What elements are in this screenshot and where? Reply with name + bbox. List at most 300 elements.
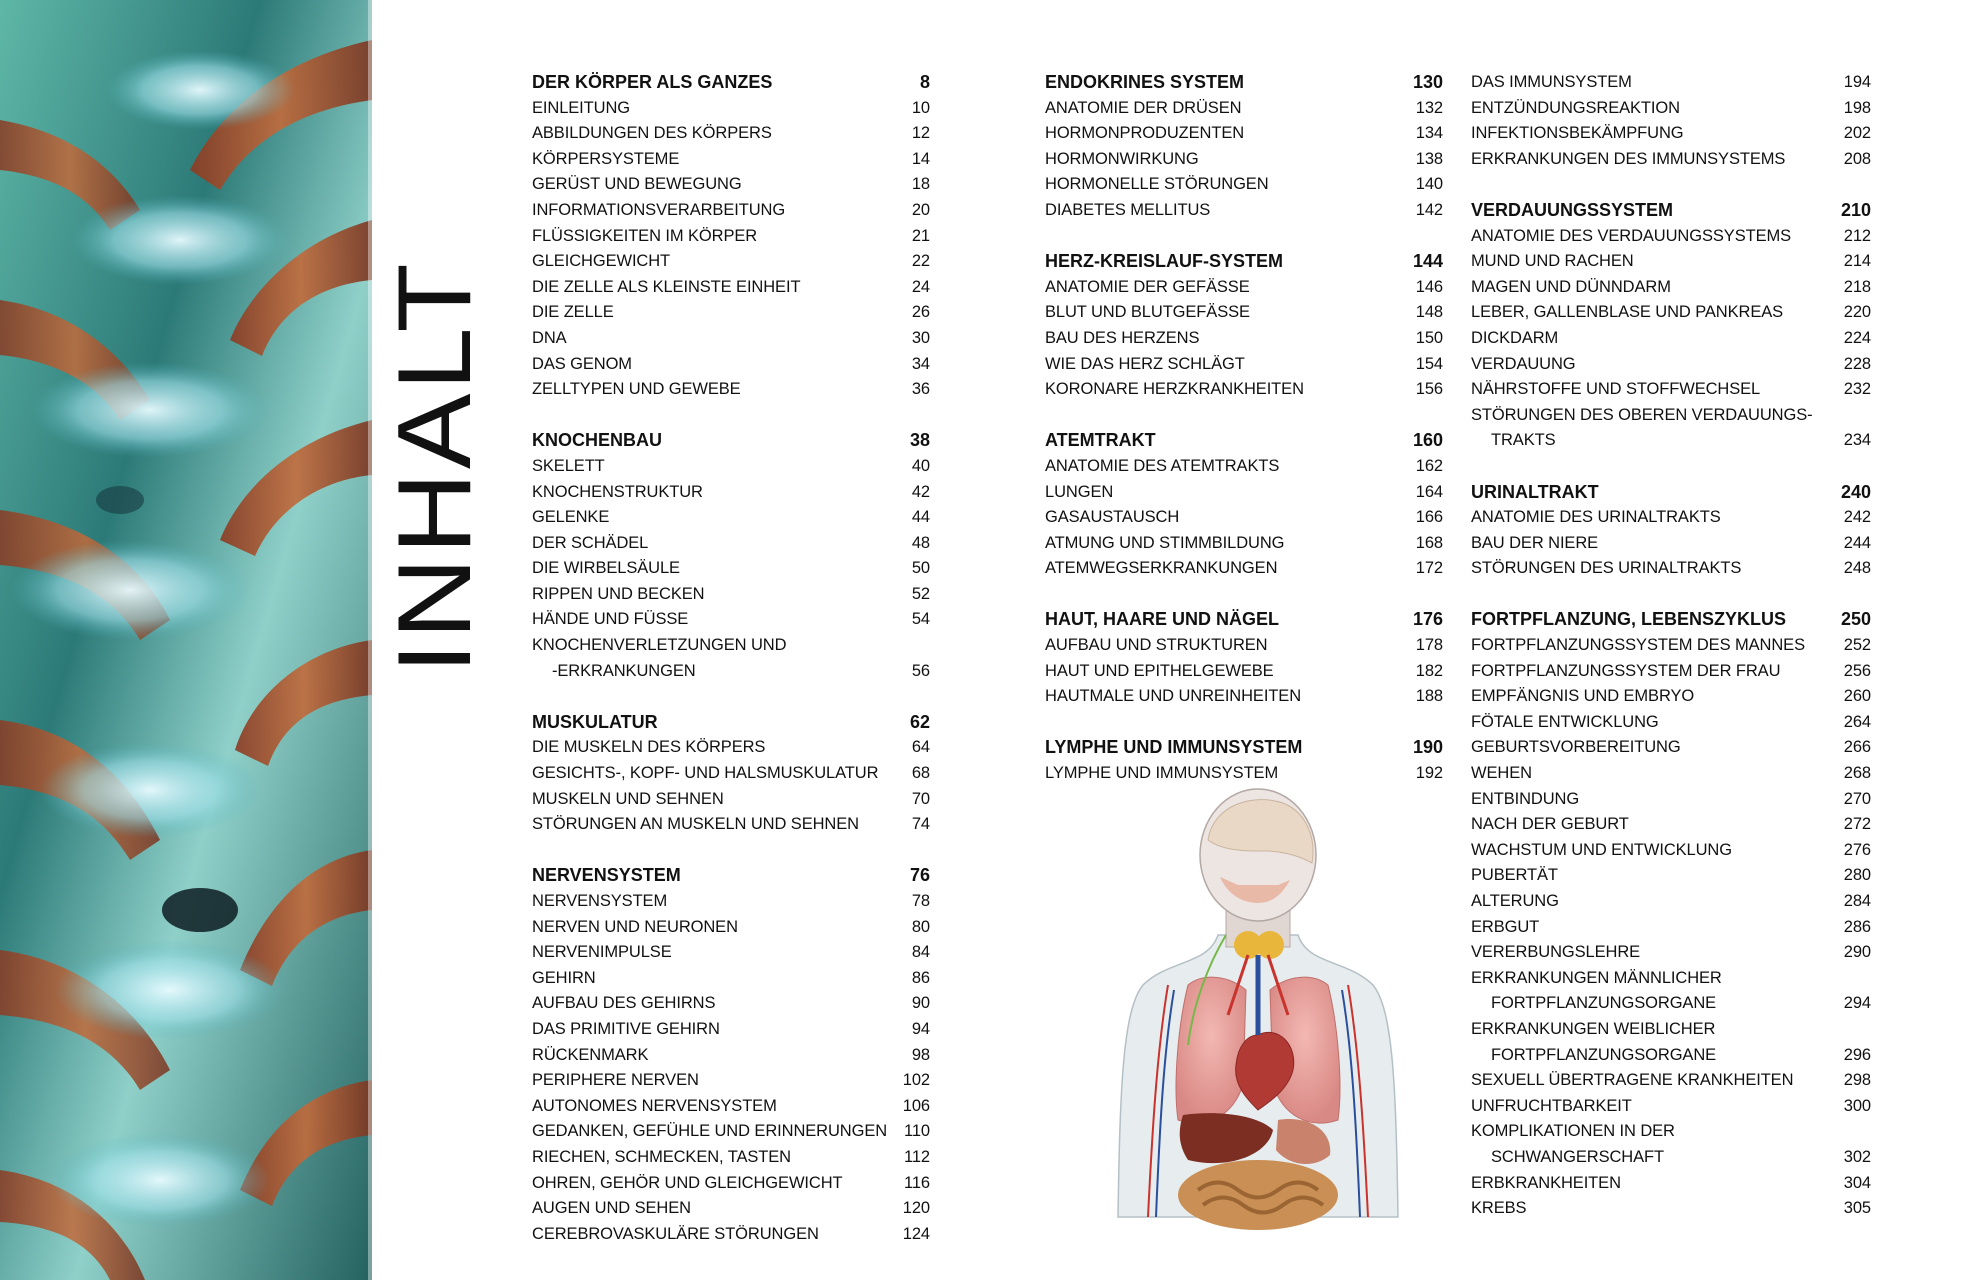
- toc-heading-label: DER KÖRPER ALS GANZES: [532, 72, 773, 92]
- toc-entry-label: GERÜST UND BEWEGUNG: [532, 175, 742, 194]
- toc-entry[interactable]: [1471, 684, 1871, 710]
- toc-heading-page: 38: [909, 430, 930, 451]
- toc-entry-page: 132: [1415, 98, 1443, 117]
- toc-entry-label: NACH DER GEBURT: [1471, 815, 1629, 834]
- toc-heading-page: 240: [1840, 481, 1871, 502]
- toc-entry-page: 26: [911, 303, 930, 322]
- toc-heading-page: 130: [1412, 72, 1443, 92]
- toc-entry-label: FORTPFLANZUNGSSYSTEM DER FRAU: [1471, 661, 1781, 680]
- toc-section: [1045, 735, 1443, 786]
- toc-entry[interactable]: [1045, 121, 1443, 147]
- toc-entry[interactable]: [532, 326, 930, 352]
- toc-entry[interactable]: [532, 480, 930, 506]
- xray-spine-artwork: [0, 0, 372, 1280]
- toc-entry[interactable]: [1045, 659, 1443, 685]
- toc-entry-label: LYMPHE UND IMMUNSYSTEM: [1045, 764, 1279, 783]
- toc-entry-label: CEREBROVASKULÄRE STÖRUNGEN: [532, 1224, 819, 1243]
- toc-entry[interactable]: [1471, 889, 1871, 915]
- toc-heading-label: VERDAUUNGSSYSTEM: [1471, 199, 1674, 220]
- toc-entry-page: 284: [1843, 892, 1871, 910]
- toc-entry-label: HORMONWIRKUNG: [1045, 149, 1199, 168]
- toc-entry-page: 290: [1843, 943, 1871, 962]
- toc-heading-label: NERVENSYSTEM: [532, 865, 681, 886]
- toc-heading-label: ATEMTRAKT: [1045, 430, 1156, 451]
- toc-entry-page: 260: [1843, 687, 1871, 706]
- toc-entry[interactable]: [532, 761, 930, 787]
- toc-entry[interactable]: [532, 198, 930, 224]
- toc-entry[interactable]: [532, 1068, 930, 1094]
- toc-entry-label: STÖRUNGEN AN MUSKELN UND SEHNEN: [532, 815, 859, 834]
- toc-entry-page: 52: [911, 584, 930, 603]
- toc-section: [1471, 198, 1871, 454]
- toc-entry-label: SCHWANGERSCHAFT: [1491, 1147, 1664, 1166]
- toc-entry[interactable]: [532, 940, 930, 966]
- toc-entry[interactable]: [1471, 838, 1871, 864]
- toc-entry-page: 300: [1843, 1096, 1871, 1115]
- toc-entry-label: DIE ZELLE: [532, 303, 614, 322]
- toc-entry-page: 86: [911, 968, 930, 987]
- toc-entry-page: 30: [911, 328, 930, 347]
- toc-entry-page: 134: [1415, 124, 1443, 143]
- toc-entry-label: LUNGEN: [1045, 482, 1114, 501]
- toc-heading-page: 190: [1412, 737, 1443, 758]
- anatomy-figure: [1108, 785, 1408, 1217]
- toc-entry[interactable]: [1045, 275, 1443, 301]
- toc-section: [1471, 70, 1871, 172]
- toc-entry-label: ANATOMIE DES URINALTRAKTS: [1471, 508, 1721, 527]
- toc-entry[interactable]: [532, 172, 930, 198]
- toc-section: [532, 428, 930, 684]
- toc-entry-label: INFORMATIONSVERARBEITUNG: [532, 200, 786, 219]
- toc-section-heading[interactable]: [1045, 735, 1443, 761]
- toc-entry[interactable]: [1471, 915, 1871, 941]
- toc-column-1: [532, 70, 930, 1273]
- toc-entry-label: NÄHRSTOFFE UND STOFFWECHSEL: [1471, 380, 1761, 399]
- toc-section: [1471, 607, 1871, 1221]
- toc-entry-page: 14: [911, 149, 930, 168]
- toc-entry[interactable]: [1471, 249, 1871, 275]
- toc-entry-label: NERVENIMPULSE: [532, 943, 672, 962]
- toc-entry[interactable]: [532, 556, 930, 582]
- toc-entry[interactable]: [1471, 863, 1871, 889]
- toc-entry-page: 116: [903, 1173, 930, 1192]
- toc-entry[interactable]: [532, 1171, 930, 1197]
- toc-entry-page: 212: [1843, 226, 1871, 245]
- toc-entry-label: ERBGUT: [1471, 917, 1540, 936]
- toc-entry[interactable]: [1471, 710, 1871, 736]
- toc-entry-label: DIE WIRBELSÄULE: [532, 559, 680, 578]
- toc-entry-page: 34: [911, 354, 930, 373]
- toc-entry-label: RÜCKENMARK: [532, 1045, 649, 1064]
- toc-entry-label: ERKRANKUNGEN WEIBLICHER: [1471, 1019, 1716, 1038]
- toc-entry[interactable]: [532, 300, 930, 326]
- toc-entry-label: VERERBUNGSLEHRE: [1471, 943, 1641, 962]
- toc-entry-page: 20: [911, 200, 930, 219]
- toc-entry-label: OHREN, GEHÖR UND GLEICHGEWICHT: [532, 1173, 843, 1192]
- toc-entry-page: 156: [1415, 380, 1443, 399]
- toc-entry-label: AUFBAU UND STRUKTUREN: [1045, 636, 1268, 655]
- toc-entry-label: BAU DES HERZENS: [1045, 328, 1200, 347]
- toc-entry-label: SEXUELL ÜBERTRAGENE KRANKHEITEN: [1471, 1071, 1794, 1090]
- toc-entry-label: WACHSTUM UND ENTWICKLUNG: [1471, 840, 1732, 859]
- toc-entry-page: 248: [1843, 559, 1871, 578]
- toc-entry[interactable]: [532, 1119, 930, 1145]
- toc-entry-page: 276: [1843, 840, 1871, 859]
- toc-entry-page: 220: [1843, 303, 1871, 322]
- toc-entry[interactable]: [1471, 940, 1871, 966]
- toc-entry-label: MUSKELN UND SEHNEN: [532, 789, 724, 808]
- toc-entry-page: 218: [1843, 277, 1871, 296]
- toc-entry[interactable]: [1471, 505, 1871, 531]
- toc-heading-page: 62: [909, 711, 930, 732]
- toc-entry[interactable]: [1471, 70, 1871, 96]
- toc-entry[interactable]: [532, 735, 930, 761]
- toc-entry-label: STÖRUNGEN DES URINALTRAKTS: [1471, 559, 1742, 578]
- toc-entry-page: 304: [1843, 1173, 1871, 1192]
- toc-entry[interactable]: [1471, 1017, 1871, 1043]
- toc-entry-page: 194: [1843, 73, 1871, 91]
- toc-entry-page: 296: [1843, 1045, 1871, 1064]
- toc-entry-label: KÖRPERSYSTEME: [532, 149, 680, 168]
- toc-entry-page: 74: [911, 815, 930, 834]
- toc-section-heading[interactable]: [532, 710, 930, 736]
- toc-entry-label: GLEICHGEWICHT: [532, 252, 671, 271]
- toc-entry-page: 10: [911, 98, 930, 117]
- toc-entry-label: INFEKTIONSBEKÄMPFUNG: [1471, 124, 1684, 143]
- toc-entry[interactable]: [1045, 352, 1443, 378]
- page-title-wrap: [377, 258, 493, 678]
- toc-entry-label: RIPPEN UND BECKEN: [532, 584, 705, 603]
- toc-section-heading[interactable]: [1471, 607, 1871, 633]
- toc-entry-page: 64: [911, 738, 930, 757]
- toc-entry-label: UNFRUCHTBARKEIT: [1471, 1096, 1632, 1115]
- toc-entry[interactable]: [532, 1094, 930, 1120]
- toc-entry[interactable]: [1471, 1145, 1871, 1171]
- toc-entry[interactable]: [1471, 659, 1871, 685]
- toc-entry-label: NERVENSYSTEM: [532, 892, 668, 910]
- toc-entry[interactable]: [1471, 96, 1871, 122]
- toc-entry[interactable]: [1045, 147, 1443, 173]
- toc-section-heading[interactable]: [1045, 428, 1443, 454]
- toc-entry[interactable]: [532, 582, 930, 608]
- toc-entry[interactable]: [532, 249, 930, 275]
- toc-entry-page: 110: [903, 1122, 930, 1141]
- toc-entry[interactable]: [532, 659, 930, 685]
- toc-entry[interactable]: [1045, 96, 1443, 122]
- toc-entry[interactable]: [1045, 761, 1443, 787]
- toc-entry-page: 298: [1843, 1071, 1871, 1090]
- toc-entry-label: HÄNDE UND FÜSSE: [532, 610, 689, 629]
- xray-spine-image: [0, 0, 372, 1280]
- toc-entry[interactable]: [1471, 556, 1871, 582]
- toc-entry-page: 172: [1415, 559, 1443, 578]
- toc-entry-page: 84: [911, 943, 930, 962]
- toc-entry-page: 142: [1415, 200, 1443, 219]
- toc-entry-page: 50: [911, 559, 930, 578]
- toc-entry-label: GEHIRN: [532, 968, 596, 987]
- toc-entry-label: LEBER, GALLENBLASE UND PANKREAS: [1471, 303, 1784, 322]
- toc-entry-page: 272: [1843, 815, 1871, 834]
- toc-entry[interactable]: [1471, 787, 1871, 813]
- toc-entry-page: 56: [911, 661, 930, 680]
- toc-heading-page: 176: [1412, 609, 1443, 630]
- toc-entry[interactable]: [532, 505, 930, 531]
- toc-entry-label: PERIPHERE NERVEN: [532, 1071, 699, 1090]
- toc-entry[interactable]: [532, 1145, 930, 1171]
- toc-entry-label: DER SCHÄDEL: [532, 533, 649, 552]
- toc-entry[interactable]: [1045, 326, 1443, 352]
- toc-entry[interactable]: [532, 352, 930, 378]
- toc-entry[interactable]: [1471, 1196, 1871, 1222]
- toc-section-heading[interactable]: [1471, 480, 1871, 506]
- toc-entry-label: ERKRANKUNGEN MÄNNLICHER: [1471, 968, 1722, 987]
- toc-entry[interactable]: [1045, 684, 1443, 710]
- toc-entry-page: 106: [902, 1096, 930, 1115]
- toc-entry-label: ANATOMIE DES ATEMTRAKTS: [1045, 456, 1280, 475]
- toc-entry-label: WIE DAS HERZ SCHLÄGT: [1045, 354, 1245, 373]
- toc-entry[interactable]: [532, 531, 930, 557]
- toc-entry-page: 24: [911, 277, 930, 296]
- toc-entry[interactable]: [532, 991, 930, 1017]
- toc-entry[interactable]: [1471, 147, 1871, 173]
- toc-entry[interactable]: [1471, 1119, 1871, 1145]
- toc-entry-page: 148: [1415, 303, 1443, 322]
- toc-heading-label: MUSKULATUR: [532, 711, 658, 732]
- toc-entry-page: 120: [902, 1199, 930, 1218]
- toc-entry-label: PUBERTÄT: [1471, 866, 1558, 885]
- toc-entry[interactable]: [1471, 224, 1871, 250]
- toc-entry-page: 168: [1415, 533, 1443, 552]
- toc-entry[interactable]: [1471, 326, 1871, 352]
- toc-heading-label: HAUT, HAARE UND NÄGEL: [1045, 609, 1279, 630]
- toc-entry-label: ENTZÜNDUNGSREAKTION: [1471, 98, 1680, 117]
- toc-entry[interactable]: [1471, 531, 1871, 557]
- toc-entry-page: 124: [902, 1224, 930, 1243]
- toc-section: [1045, 607, 1443, 709]
- toc-entry[interactable]: [1471, 761, 1871, 787]
- toc-entry-page: 21: [911, 226, 930, 245]
- toc-entry-page: 202: [1843, 124, 1871, 143]
- toc-entry-page: 36: [911, 380, 930, 399]
- toc-entry[interactable]: [1471, 121, 1871, 147]
- toc-entry[interactable]: [1471, 633, 1871, 659]
- toc-entry[interactable]: [1471, 300, 1871, 326]
- toc-heading-page: 250: [1840, 609, 1871, 630]
- toc-entry[interactable]: [1471, 1094, 1871, 1120]
- toc-heading-label: KNOCHENBAU: [532, 430, 662, 451]
- page-title: INHALT: [377, 293, 493, 674]
- toc-entry-label: DAS PRIMITIVE GEHIRN: [532, 1019, 720, 1038]
- toc-entry-label: ABBILDUNGEN DES KÖRPERS: [532, 124, 772, 143]
- toc-entry[interactable]: [532, 1196, 930, 1222]
- toc-entry-label: MUND UND RACHEN: [1471, 252, 1634, 271]
- toc-entry-label: ATEMWEGSERKRANKUNGEN: [1045, 559, 1278, 578]
- toc-entry[interactable]: [532, 1043, 930, 1069]
- toc-entry-page: 305: [1843, 1199, 1871, 1218]
- toc-entry-label: ANATOMIE DER DRÜSEN: [1045, 98, 1242, 117]
- toc-entry-page: 42: [911, 482, 930, 501]
- toc-section: [1471, 480, 1871, 582]
- toc-entry-label: DAS GENOM: [532, 354, 632, 373]
- toc-section: [1045, 249, 1443, 403]
- toc-section: [1045, 428, 1443, 582]
- toc-entry-label: ANATOMIE DER GEFÄSSE: [1045, 277, 1250, 296]
- toc-entry-label: -ERKRANKUNGEN: [552, 661, 696, 680]
- toc-entry-label: KREBS: [1471, 1199, 1527, 1218]
- toc-entry-label: ATMUNG UND STIMMBILDUNG: [1045, 533, 1285, 552]
- toc-entry-label: FLÜSSIGKEITEN IM KÖRPER: [532, 226, 758, 245]
- toc-entry-page: 286: [1843, 917, 1871, 936]
- toc-entry-page: 112: [903, 1147, 930, 1166]
- toc-entry[interactable]: [532, 915, 930, 941]
- toc-heading-page: 76: [909, 865, 930, 886]
- toc-entry-label: KNOCHENSTRUKTUR: [532, 482, 703, 501]
- toc-entry-label: AUFBAU DES GEHIRNS: [532, 994, 716, 1013]
- toc-entry-label: KOMPLIKATIONEN IN DER: [1471, 1122, 1675, 1141]
- toc-entry-label: TRAKTS: [1491, 431, 1556, 450]
- toc-entry[interactable]: [1045, 633, 1443, 659]
- toc-entry-label: GEDANKEN, GEFÜHLE UND ERINNERUNGEN: [532, 1122, 888, 1141]
- toc-heading-page: 8: [919, 72, 930, 92]
- toc-entry-label: BAU DER NIERE: [1471, 533, 1599, 552]
- toc-entry[interactable]: [1471, 403, 1871, 429]
- toc-entry[interactable]: [532, 147, 930, 173]
- toc-entry-page: 18: [911, 175, 930, 194]
- toc-entry[interactable]: [532, 607, 930, 633]
- toc-entry[interactable]: [1045, 531, 1443, 557]
- toc-entry[interactable]: [532, 454, 930, 480]
- toc-entry-page: 234: [1843, 431, 1871, 450]
- toc-entry-label: EINLEITUNG: [532, 98, 631, 117]
- toc-entry-page: 80: [911, 917, 930, 936]
- toc-section-heading[interactable]: [1045, 249, 1443, 275]
- toc-entry[interactable]: [532, 377, 930, 403]
- toc-entry-page: 256: [1843, 661, 1871, 680]
- toc-entry[interactable]: [1045, 377, 1443, 403]
- toc-entry[interactable]: [532, 633, 930, 659]
- toc-entry-page: 162: [1415, 456, 1443, 475]
- toc-entry-label: DICKDARM: [1471, 328, 1559, 347]
- toc-entry[interactable]: [1045, 454, 1443, 480]
- toc-entry[interactable]: [532, 812, 930, 838]
- toc-entry-page: 302: [1843, 1147, 1871, 1166]
- toc-entry-label: GEBURTSVORBEREITUNG: [1471, 738, 1681, 757]
- toc-entry-page: 228: [1843, 354, 1871, 373]
- toc-entry-page: 54: [911, 610, 930, 629]
- toc-entry[interactable]: [532, 966, 930, 992]
- toc-entry[interactable]: [532, 275, 930, 301]
- toc-entry-page: 102: [902, 1071, 930, 1090]
- toc-entry[interactable]: [1045, 198, 1443, 224]
- toc-section-heading[interactable]: [1045, 70, 1443, 96]
- toc-entry[interactable]: [1045, 300, 1443, 326]
- toc-entry-label: ALTERUNG: [1471, 892, 1559, 910]
- toc-entry-label: DIE ZELLE ALS KLEINSTE EINHEIT: [532, 277, 801, 296]
- toc-entry[interactable]: [1471, 1068, 1871, 1094]
- toc-entry-page: 150: [1415, 328, 1443, 347]
- toc-entry[interactable]: [1471, 428, 1871, 454]
- toc-entry-page: 48: [911, 533, 930, 552]
- toc-entry-page: 224: [1843, 328, 1871, 347]
- toc-entry[interactable]: [532, 889, 930, 915]
- toc-entry[interactable]: [532, 121, 930, 147]
- toc-entry-page: 78: [911, 892, 930, 910]
- toc-section: [1045, 70, 1443, 224]
- toc-entry-label: EMPFÄNGNIS UND EMBRYO: [1471, 687, 1695, 706]
- toc-entry-page: 138: [1415, 149, 1443, 168]
- toc-entry-label: HORMONELLE STÖRUNGEN: [1045, 175, 1269, 194]
- toc-entry-label: GELENKE: [532, 508, 610, 527]
- toc-entry-label: STÖRUNGEN DES OBEREN VERDAUUNGS-: [1471, 405, 1813, 424]
- toc-entry[interactable]: [532, 787, 930, 813]
- toc-entry-label: DNA: [532, 328, 567, 347]
- toc-entry[interactable]: [532, 96, 930, 122]
- toc-entry-label: SKELETT: [532, 456, 605, 475]
- toc-entry-page: 44: [911, 508, 930, 527]
- toc-entry-page: 264: [1843, 712, 1871, 731]
- toc-entry-label: GESICHTS-, KOPF- UND HALSMUSKULATUR: [532, 764, 879, 783]
- toc-entry[interactable]: [1471, 352, 1871, 378]
- toc-entry-page: 154: [1415, 354, 1443, 373]
- toc-entry[interactable]: [1471, 991, 1871, 1017]
- toc-entry-page: 146: [1415, 277, 1443, 296]
- toc-column-2: [1045, 70, 1443, 812]
- toc-heading-page: 144: [1412, 251, 1443, 272]
- toc-entry-page: 244: [1843, 533, 1871, 552]
- toc-entry-label: DAS IMMUNSYSTEM: [1471, 73, 1632, 91]
- toc-entry[interactable]: [532, 1222, 930, 1248]
- toc-entry-page: 182: [1415, 661, 1443, 680]
- toc-entry[interactable]: [1045, 480, 1443, 506]
- toc-entry[interactable]: [1045, 556, 1443, 582]
- toc-section-heading[interactable]: [1471, 198, 1871, 224]
- toc-entry[interactable]: [1471, 966, 1871, 992]
- toc-entry-page: 242: [1843, 508, 1871, 527]
- toc-section-heading[interactable]: [532, 863, 930, 889]
- toc-section-heading[interactable]: [532, 70, 930, 96]
- toc-section-heading[interactable]: [532, 428, 930, 454]
- toc-heading-label: URINALTRAKT: [1471, 481, 1599, 502]
- toc-entry-page: 252: [1843, 636, 1871, 655]
- toc-entry-label: FORTPFLANZUNGSSYSTEM DES MANNES: [1471, 636, 1805, 655]
- toc-entry[interactable]: [1471, 1171, 1871, 1197]
- toc-entry[interactable]: [1045, 172, 1443, 198]
- toc-entry-page: 12: [911, 124, 930, 143]
- toc-entry[interactable]: [1471, 275, 1871, 301]
- toc-entry-page: 178: [1415, 636, 1443, 655]
- toc-entry[interactable]: [1471, 377, 1871, 403]
- toc-entry-page: 192: [1415, 764, 1443, 783]
- toc-entry-label: DIE MUSKELN DES KÖRPERS: [532, 738, 766, 757]
- toc-entry-label: HAUT UND EPITHELGEWEBE: [1045, 661, 1274, 680]
- toc-entry-page: 94: [911, 1019, 930, 1038]
- toc-entry[interactable]: [532, 224, 930, 250]
- toc-entry[interactable]: [1045, 505, 1443, 531]
- toc-entry-label: GASAUSTAUSCH: [1045, 508, 1180, 527]
- toc-column-3: [1471, 70, 1871, 1247]
- toc-entry-page: 280: [1843, 866, 1871, 885]
- toc-entry[interactable]: [1471, 735, 1871, 761]
- toc-section: [532, 710, 930, 838]
- toc-entry-label: AUTONOMES NERVENSYSTEM: [532, 1096, 777, 1115]
- toc-entry[interactable]: [1471, 1043, 1871, 1069]
- toc-entry[interactable]: [532, 1017, 930, 1043]
- toc-entry-label: FORTPFLANZUNGSORGANE: [1491, 1045, 1717, 1064]
- toc-section-heading[interactable]: [1045, 607, 1443, 633]
- toc-entry-label: AUGEN UND SEHEN: [532, 1199, 691, 1218]
- toc-entry-page: 266: [1843, 738, 1871, 757]
- toc-entry[interactable]: [1471, 812, 1871, 838]
